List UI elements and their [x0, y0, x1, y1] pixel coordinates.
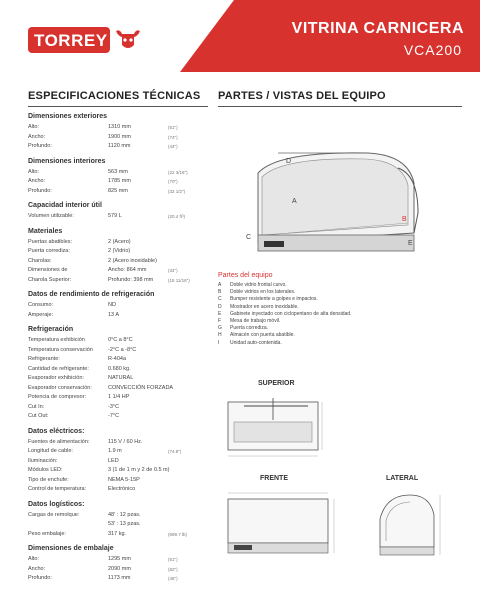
specs-divider — [28, 106, 208, 107]
spec-row — [28, 123, 208, 133]
spec-label: Ancho: — [28, 133, 46, 140]
spec-row — [28, 142, 208, 152]
side-view-drawing — [368, 485, 458, 565]
spec-row — [28, 476, 208, 486]
part-key: A — [218, 282, 222, 288]
spec-unit — [168, 412, 198, 422]
spec-value: 1310 mm — [108, 124, 131, 130]
spec-row — [28, 403, 208, 413]
spec-unit: (32 1/2") — [168, 188, 186, 194]
spec-row — [28, 565, 208, 575]
spec-row — [28, 238, 208, 248]
spec-value: 1900 mm — [108, 133, 131, 140]
spec-unit: (74") — [168, 134, 178, 140]
spec-label: Iluminación: — [28, 457, 58, 464]
model-code: VCA200 — [403, 42, 462, 58]
spec-label: Control de temperatura: — [28, 486, 87, 492]
spec-row — [28, 438, 208, 448]
spec-unit: (34") — [168, 268, 178, 273]
spec-unit — [168, 466, 198, 476]
header-banner — [0, 0, 480, 72]
spec-label: Evaporador exhibición: — [28, 375, 84, 381]
part-item — [218, 304, 462, 311]
spec-value: 1295 mm — [108, 556, 131, 562]
diagram-letter-e: E — [408, 240, 413, 247]
spec-value: 2 (Vidrio) — [108, 248, 131, 254]
spec-unit: (20.4 ft³) — [168, 214, 186, 219]
spec-group-title: Dimensiones exteriores — [28, 113, 107, 120]
spec-row — [28, 266, 208, 276]
spec-row — [28, 133, 208, 143]
spec-value: 0.680 kg. — [108, 365, 131, 372]
spec-label: Cut Out: — [28, 413, 49, 419]
spec-row — [28, 346, 208, 356]
diagram-letter-c: C — [246, 234, 252, 241]
spec-group-title: Datos de rendimiento de refrigeración — [28, 291, 155, 298]
spec-label: Evaporador conservación: — [28, 384, 92, 391]
spec-value: CONVECCIÓN FORZADA — [108, 384, 174, 391]
part-key: B — [218, 289, 222, 296]
spec-label: Profundo: — [28, 575, 52, 581]
spec-row — [28, 393, 208, 403]
spec-row — [28, 311, 208, 321]
spec-group-title: Datos eléctricos: — [28, 427, 85, 435]
part-key: I — [218, 339, 220, 346]
spec-label: Refrigerante: — [28, 356, 60, 362]
parts-list-title: Partes del equipo — [218, 272, 273, 279]
spec-unit: (51") — [168, 557, 178, 562]
spec-unit: (70") — [168, 179, 178, 184]
part-item — [218, 311, 462, 318]
spec-row — [28, 168, 208, 178]
spec-value: 48' : 12 pzas. — [108, 511, 141, 518]
spec-label — [28, 520, 108, 530]
top-view-drawing — [218, 390, 348, 470]
view-front-label: FRENTE — [260, 475, 288, 482]
part-item — [218, 325, 462, 332]
spec-row — [28, 457, 208, 467]
spec-label: Alto: — [28, 124, 40, 130]
spec-label: Volumen utilizable: — [28, 213, 74, 219]
view-side-label: LATERAL — [386, 475, 419, 482]
spec-row — [28, 301, 208, 311]
spec-value: 115 V / 60 Hz. — [108, 438, 143, 445]
part-item — [218, 282, 462, 289]
spec-value: Profundo: 398 mm — [108, 276, 154, 283]
brand-name: TORREY — [34, 31, 108, 50]
spec-unit: (46") — [168, 576, 178, 581]
spec-row — [28, 355, 208, 365]
spec-label: Cargas de remolque: — [28, 511, 80, 518]
spec-row — [28, 555, 208, 565]
spec-row — [28, 365, 208, 375]
spec-row — [28, 212, 208, 222]
spec-value: 53' : 13 pzas. — [108, 521, 141, 527]
parts-list — [218, 282, 462, 347]
diagram-letter-b: B — [402, 216, 407, 223]
diagram-letter-a: A — [292, 198, 297, 205]
spec-label: Alto: — [28, 168, 40, 175]
spec-label: Profundo: — [28, 143, 52, 149]
spec-label: Módulos LED: — [28, 467, 63, 473]
spec-row — [28, 511, 208, 521]
spec-label: Charola Superior: — [28, 276, 72, 283]
spec-group-title: Datos logísticos: — [28, 500, 85, 508]
spec-value: Ancho: 864 mm — [108, 267, 147, 273]
spec-label: Temperatura exhibición — [28, 337, 85, 343]
specs-column — [28, 90, 208, 584]
spec-value: NATURAL — [108, 375, 134, 381]
spec-unit — [168, 301, 198, 311]
spec-unit: (44") — [168, 144, 178, 149]
spec-unit: (51") — [168, 125, 178, 130]
part-item — [218, 332, 462, 339]
part-key: C — [218, 296, 222, 303]
part-key: H — [218, 332, 222, 339]
part-text: Bumper resistente a golpes e impactos. — [230, 296, 318, 303]
part-key: F — [218, 318, 222, 325]
part-item — [218, 340, 462, 347]
specs-groups — [28, 113, 208, 584]
spec-row — [28, 374, 208, 384]
spec-value: 2 (Acero) — [108, 238, 131, 245]
parts-title: PARTES / VISTAS DEL EQUIPO — [218, 90, 386, 102]
part-item — [218, 289, 462, 296]
spec-unit — [168, 247, 198, 257]
spec-value: LED — [108, 457, 119, 464]
spec-label: Charolas: — [28, 257, 52, 264]
spec-value: 2 (Acero inoxidable) — [108, 257, 157, 264]
spec-value: 1 1/4 HP — [108, 394, 130, 400]
spec-group-title: Dimensiones interiores — [28, 157, 106, 165]
spec-unit: (82") — [168, 566, 178, 572]
part-key: D — [218, 303, 222, 310]
spec-unit: (699.7 lb) — [168, 531, 188, 537]
part-text: Doble vidrio frontal curvo. — [230, 282, 287, 288]
spec-value: Electrónico — [108, 486, 136, 492]
spec-unit: (74.8") — [168, 449, 182, 454]
part-text: Mostrador en acero inoxidable. — [230, 303, 299, 310]
spec-row — [28, 520, 208, 530]
part-key: G — [218, 325, 222, 332]
spec-row — [28, 257, 208, 267]
spec-row — [28, 276, 208, 286]
spec-row — [28, 412, 208, 422]
spec-label: Temperatura conservación — [28, 346, 93, 353]
spec-unit — [168, 403, 198, 413]
part-text: Doble vidrios en los laterales. — [230, 289, 296, 296]
display-case-illustration — [218, 113, 462, 263]
parts-divider — [218, 106, 462, 107]
part-key: E — [218, 310, 222, 317]
spec-value: 3 (1 de 1 m y 2 de 0.5 m) — [108, 467, 170, 473]
spec-unit — [168, 520, 198, 530]
part-text: Mesa de trabajo móvil. — [230, 318, 281, 325]
spec-value: 1120 mm — [108, 143, 131, 149]
spec-value: 1785 mm — [108, 178, 131, 184]
spec-label: Ancho: — [28, 178, 46, 184]
diagram-letter-d: D — [286, 158, 292, 165]
spec-value: -7°C — [108, 413, 120, 419]
part-text: Almacén con puerta abatible. — [230, 332, 295, 339]
spec-value: -3°C — [108, 403, 120, 410]
spec-label: Dimensiones de — [28, 267, 68, 273]
spec-unit — [168, 365, 198, 375]
spec-label: Puertas abatibles: — [28, 238, 73, 245]
spec-value: ND — [108, 302, 116, 308]
spec-value: 825 mm — [108, 187, 128, 194]
specs-title: ESPECIFICACIONES TÉCNICAS — [28, 90, 201, 102]
spec-label: Profundo: — [28, 187, 52, 194]
spec-label: Alto: — [28, 556, 40, 562]
spec-value: 0°C a 8°C — [108, 337, 133, 343]
spec-row — [28, 187, 208, 197]
spec-value: -2°C a -8°C — [108, 346, 137, 353]
spec-unit — [168, 374, 198, 384]
front-view-drawing — [218, 485, 348, 565]
spec-value: NEMA 5-15P — [108, 476, 140, 483]
spec-row — [28, 247, 208, 257]
spec-unit: (22 3/16") — [168, 169, 188, 175]
spec-value: 579 L — [108, 213, 122, 219]
spec-unit — [168, 355, 198, 365]
spec-row — [28, 530, 208, 540]
spec-label: Potencia de compresor: — [28, 394, 87, 400]
spec-unit — [168, 384, 198, 394]
spec-row — [28, 336, 208, 346]
spec-unit — [168, 457, 198, 467]
spec-group-title: Materiales — [28, 227, 63, 235]
spec-row — [28, 574, 208, 584]
parts-column — [218, 90, 462, 482]
spec-label: Fuentes de alimentación: — [28, 438, 90, 445]
spec-label: Longitud de cable: — [28, 448, 73, 454]
spec-value: R-404a — [108, 356, 127, 362]
spec-value: 13 A — [108, 311, 120, 318]
spec-value: 1173 mm — [108, 575, 131, 581]
spec-row — [28, 384, 208, 394]
spec-row — [28, 485, 208, 495]
spec-label: Ancho: — [28, 565, 46, 572]
spec-unit — [168, 476, 198, 486]
spec-row — [28, 447, 208, 457]
view-top-label: SUPERIOR — [258, 380, 295, 387]
spec-label: Cut In: — [28, 403, 45, 410]
spec-label: Tipo de enchufe: — [28, 476, 69, 483]
bull-head-icon — [112, 23, 144, 55]
spec-label: Consumo: — [28, 302, 54, 308]
spec-row — [28, 466, 208, 476]
spec-unit: (15 11/16") — [168, 277, 190, 283]
spec-label: Amperaje: — [28, 311, 54, 318]
spec-unit — [168, 311, 198, 321]
spec-unit — [168, 393, 198, 403]
part-text: Gabinete inyectado con ciclopentano de alta densidad. — [230, 310, 352, 317]
spec-row — [28, 177, 208, 187]
part-text: Unidad auto-contenida. — [230, 339, 282, 346]
spec-value: 1.9 m — [108, 448, 122, 454]
page-title: VITRINA CARNICERA — [291, 20, 464, 37]
spec-label: Peso embalaje: — [28, 530, 66, 537]
spec-value: 317 kg. — [108, 530, 127, 537]
spec-group-title: Dimensiones de embalaje — [28, 545, 114, 552]
spec-unit — [168, 336, 198, 346]
spec-unit — [168, 238, 198, 248]
spec-value: 2090 mm — [108, 565, 131, 572]
spec-unit — [168, 438, 198, 448]
part-item — [218, 296, 462, 303]
brand-logo — [28, 27, 148, 55]
spec-label: Puerta corrediza: — [28, 248, 70, 254]
spec-group-title: Capacidad interior útil — [28, 202, 102, 209]
part-item — [218, 318, 462, 325]
spec-label: Cantidad de refrigerante: — [28, 365, 89, 372]
part-text: Puerta corrediza. — [230, 325, 269, 332]
spec-unit — [168, 485, 198, 495]
spec-unit — [168, 257, 198, 267]
spec-unit — [168, 346, 198, 356]
spec-unit — [168, 511, 198, 521]
spec-group-title: Refrigeración — [28, 326, 74, 333]
spec-value: 563 mm — [108, 168, 128, 175]
